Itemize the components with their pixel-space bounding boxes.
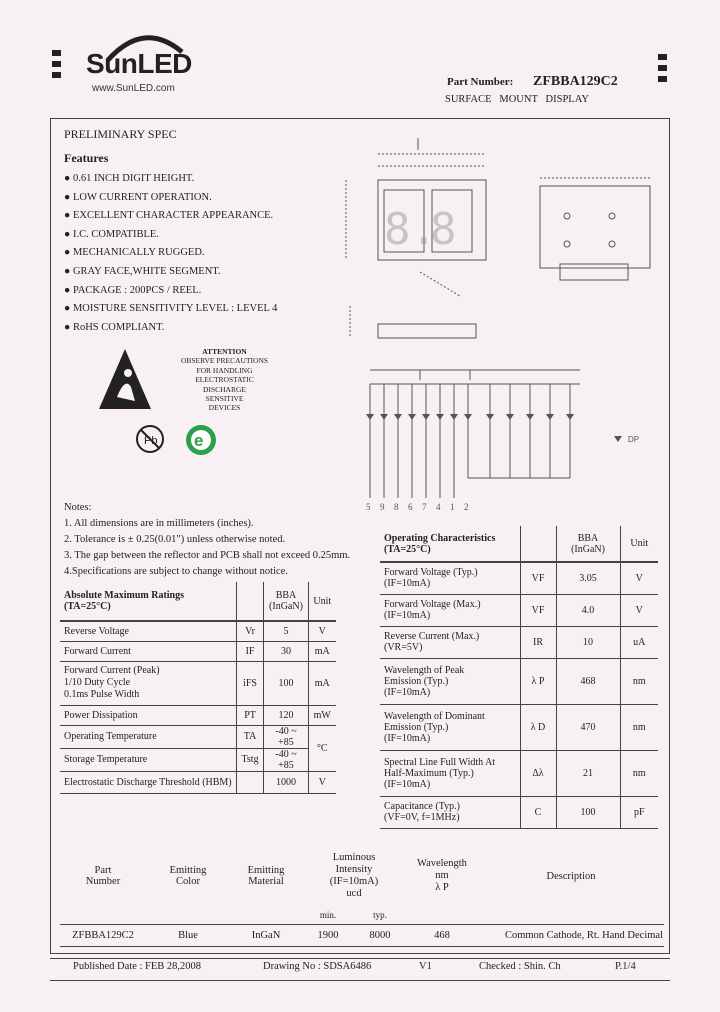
brand-url: www.SunLED.com bbox=[92, 83, 175, 94]
svg-text:8.: 8. bbox=[384, 204, 437, 255]
table-row: Forward Voltage (Typ.) (IF=10mA) VF 3.05 V bbox=[380, 562, 658, 594]
pb-free-icon bbox=[134, 423, 166, 455]
part-number: ZFBBA129C2 bbox=[533, 74, 618, 89]
part-number-label: Part Number: bbox=[447, 76, 514, 88]
package-dimensions-drawing bbox=[320, 126, 660, 346]
feature-item: ● PACKAGE : 200PCS / REEL. bbox=[64, 284, 202, 296]
drawing-number: Drawing No : SDSA6486 bbox=[263, 961, 372, 972]
table-row: Spectral Line Full Width At Half-Maximum (Typ.) (IF=10mA) Δλ 21 nm bbox=[380, 750, 658, 796]
note-item: 3. The gap between the reflector and PCB shall not exceed 0.25mm. bbox=[64, 550, 351, 561]
feature-item: ● LOW CURRENT OPERATION. bbox=[64, 191, 212, 203]
svg-text:e: e bbox=[194, 431, 204, 450]
spec-title: PRELIMINARY SPEC bbox=[64, 127, 177, 141]
table-row: Capacitance (Typ.) (VF=0V, f=1MHz) C 100 pF bbox=[380, 796, 658, 828]
note-item: 2. Tolerance is ± 0.25(0.01") unless otherwise noted. bbox=[64, 534, 286, 545]
feature-item: ● 0.61 INCH DIGIT HEIGHT. bbox=[64, 173, 195, 184]
table-row: Forward Current IF 30 mA bbox=[60, 641, 336, 661]
brand-name: SunLED bbox=[86, 48, 192, 79]
feature-item: ● I.C. COMPATIBLE. bbox=[64, 228, 159, 240]
page-number: P.1/4 bbox=[615, 961, 636, 972]
feature-item: ● RoHS COMPLIANT. bbox=[64, 321, 165, 333]
header-bars-left bbox=[52, 50, 61, 78]
note-item: 4.Specifications are subject to change without notice. bbox=[64, 566, 288, 577]
features-list bbox=[64, 170, 277, 337]
table-row: Wavelength of Dominant Emission (Typ.) (IF=10mA) λ D 470 nm bbox=[380, 704, 658, 750]
footer-rule bbox=[50, 958, 670, 959]
circuit-diagram bbox=[360, 358, 660, 518]
rohs-e-icon bbox=[183, 422, 219, 458]
table-row: Reverse Voltage Vr 5 V bbox=[60, 621, 336, 641]
feature-item: ● MECHANICALLY RUGGED. bbox=[64, 247, 205, 259]
esd-warning-icon bbox=[97, 347, 153, 413]
product-subtitle: SURFACE MOUNT DISPLAY bbox=[445, 94, 589, 105]
footer bbox=[50, 961, 670, 981]
notes bbox=[64, 500, 350, 580]
table-row: Wavelength of Peak Emission (Typ.) (IF=10mA) λ P 468 nm bbox=[380, 658, 658, 704]
table-row: Operating Temperature TA -40 ~ +85 °C bbox=[60, 725, 336, 748]
published-date: Published Date : FEB 28,2008 bbox=[73, 961, 202, 972]
sunled-logo bbox=[86, 20, 196, 100]
esd-notice: ATTENTION OBSERVE PRECAUTIONS FOR HANDLING ELECTROSTATIC DISCHARGE SENSITIVE DEVICES bbox=[180, 347, 269, 413]
table-row: ZFBBA129C2 Blue InGaN 1900 8000 468 Common Cathode, Rt. Hand Decimal bbox=[60, 924, 664, 946]
table-row: Power Dissipation PT 120 mW bbox=[60, 705, 336, 725]
note-item: 1. All dimensions are in millimeters (inches). bbox=[64, 518, 254, 529]
footer-rule-bottom bbox=[50, 980, 670, 981]
table-row: Electrostatic Discharge Threshold (HBM) 1000 V bbox=[60, 771, 336, 793]
header-bars-right bbox=[658, 54, 667, 82]
notes-title: Notes: bbox=[64, 502, 92, 513]
svg-text:8: 8 bbox=[430, 204, 457, 255]
table-row: Reverse Current (Max.) (VR=5V) IR 10 uA bbox=[380, 626, 658, 658]
operating-characteristics-table: Operating Characteristics (TA=25°C) BBA (InGaN) Unit Forward Voltage (Typ.) (IF=10mA) VF 3.05 V Forward Voltage (Max.) (IF=10mA) VF 4.0 V Reverse Current (Max.) (VR=5V) IR 10 uA Wavelength of Peak Emission (Typ.) (IF=10mA) λ P 468 nm Wavelength of Dominant Emission (Typ.) (IF=10mA) λ D 470 nm Spectral Line Full Width At Half-Maximum (Typ.) (IF=10mA) Δλ 21 nm Capacitance (Typ.) (VF=0V, f=1MHz) C 100 pF bbox=[380, 526, 658, 829]
features-title: Features bbox=[64, 151, 109, 165]
table-row: Forward Voltage (Max.) (IF=10mA) VF 4.0 V bbox=[380, 594, 658, 626]
feature-item: ● GRAY FACE,WHITE SEGMENT. bbox=[64, 265, 221, 277]
checked-by: Checked : Shin. Ch bbox=[479, 961, 561, 972]
absolute-max-ratings-table: Absolute Maximum Ratings (TA=25°C) BBA (InGaN) Unit Reverse Voltage Vr 5 V Forward Current IF 30 mA Forward Current (Peak) 1/10 Duty Cycle 0.1ms Pulse Width iFS 100 mA Power Dissipation PT 120 mW Operating Temperature TA -40 ~ +85 °C Storage Temperature Tstg -40 ~ +85 Electrostatic Discharge Threshold (HBM) 1000 V bbox=[60, 582, 336, 794]
selection-guide-table: Part Number Emitting Color Emitting Material Luminous Intensity (IF=10mA) ucd Wavelength nm λ P Description min. typ. ZFBBA129C2 Blue InGaN 1900 8000 468 Common Cathode, Rt. Hand Decimal bbox=[60, 846, 664, 947]
version: V1 bbox=[419, 961, 432, 972]
table-row: Storage Temperature Tstg -40 ~ +85 bbox=[60, 748, 336, 771]
feature-item: ● EXCELLENT CHARACTER APPEARANCE. bbox=[64, 210, 274, 222]
table-row: Forward Current (Peak) 1/10 Duty Cycle 0.1ms Pulse Width iFS 100 mA bbox=[60, 661, 336, 705]
svg-text:Pb: Pb bbox=[144, 435, 158, 447]
feature-item: ● MOISTURE SENSITIVITY LEVEL : LEVEL 4 bbox=[64, 303, 278, 315]
circuit-legend: DP bbox=[628, 435, 640, 444]
